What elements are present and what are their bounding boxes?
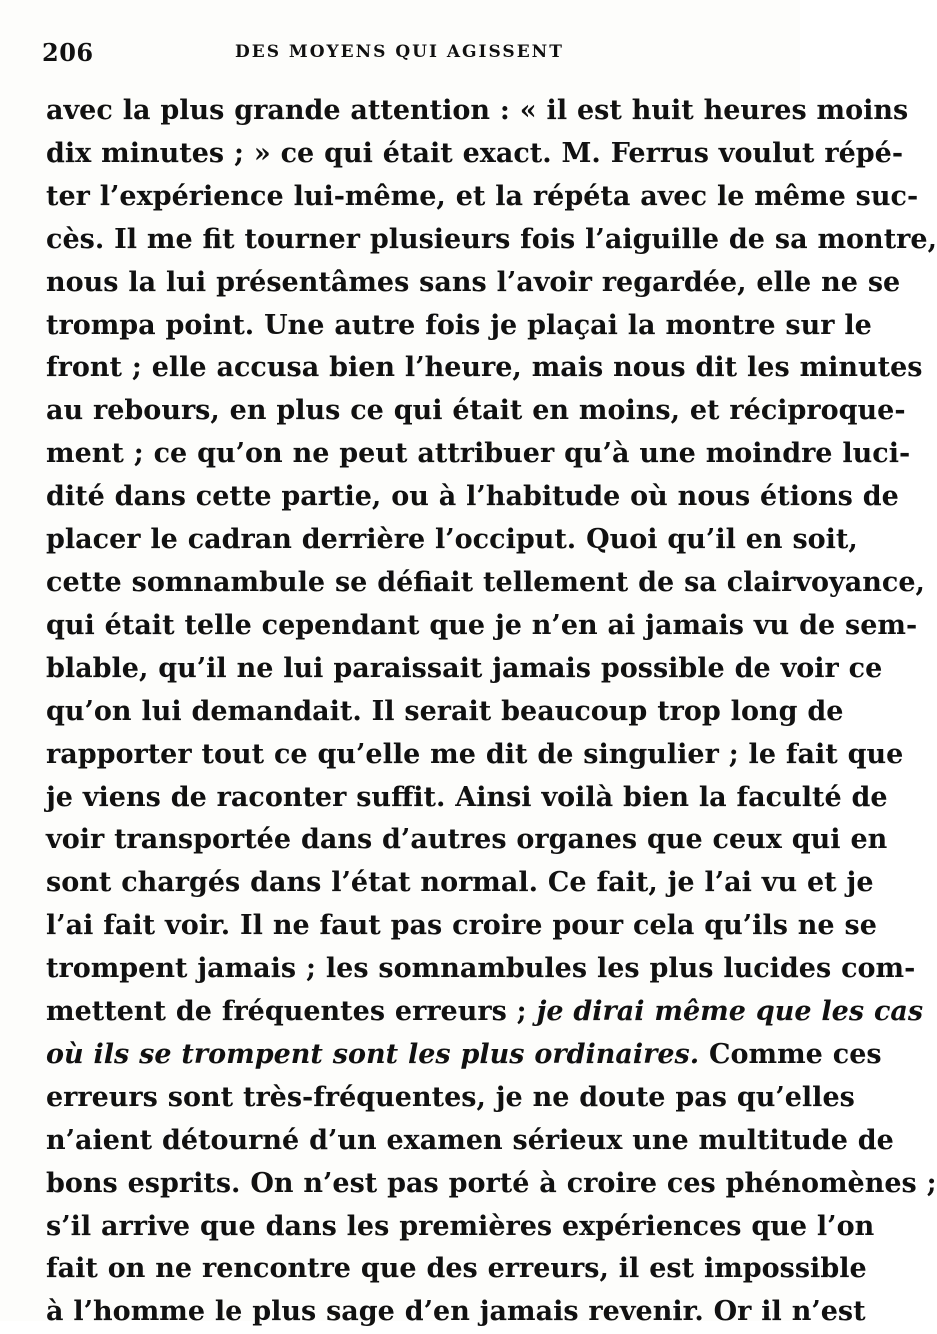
text-line-with-italic [46,991,924,1034]
body-text [46,90,937,1334]
text-line: s’il arrive que dans les premières expériences que l’on [46,1210,875,1242]
text-line: blable, qu’il ne lui paraissait jamais possible de voir ce [46,652,883,684]
page-number: 206 [42,38,94,67]
text-line: trompent jamais ; les somnambules les plus lucides com- [46,953,916,985]
text-line: erreurs sont très-fréquentes, je ne doute pas qu’elles [46,1081,855,1113]
text-line: cès. Il me fit tourner plusieurs fois l’aiguille de sa montre, [46,223,937,255]
text-line: qui était telle cependant que je n’en ai jamais vu de sem- [46,609,918,641]
text-line: avec la plus grande attention : « il est huit heures moins [46,95,909,126]
text-line: nous la lui présentâmes sans l’avoir regardée, elle ne se [46,266,901,298]
text-line: dité dans cette partie, ou à l’habitude où nous étions de [46,481,899,513]
text-line: placer le cadran derrière l’occiput. Quoi qu’il en soit, [46,524,858,556]
text-line: qu’on lui demandait. Il serait beaucoup trop long de [46,695,844,727]
text-line: cette somnambule se défiait tellement de sa clairvoyance, [46,566,925,598]
text-line: à l’homme le plus sage d’en jamais revenir. Or il n’est [46,1296,866,1328]
running-head: DES MOYENS QUI AGISSENT [235,42,564,62]
text-line: n’aient détourné d’un examen sérieux une multitude de [46,1124,894,1156]
text-line: au rebours, en plus ce qui était en moins, et réciproque- [46,395,906,427]
text-line: ter l’expérience lui-même, et la répéta avec le même suc- [46,180,919,212]
text-line: bons esprits. On n’est pas porté à croire ces phénomènes ; [46,1167,937,1199]
page-header [40,32,780,80]
text-line: voir transportée dans d’autres organes que ceux qui en [46,824,888,856]
text-line: rapporter tout ce qu’elle me dit de singulier ; le fait que [46,738,904,770]
text-line: fait on ne rencontre que des erreurs, il est impossible [46,1253,867,1285]
text-segment: Comme ces [709,1038,882,1070]
italic-segment: où ils se trompent sont les plus ordinaires. [46,1038,700,1070]
text-line-with-italic [46,1034,882,1077]
text-line: l’ai fait voir. Il ne faut pas croire pour cela qu’ils ne se [46,910,877,942]
text-line: trompa point. Une autre fois je plaçai la montre sur le [46,309,872,341]
text-line: je viens de raconter suffit. Ainsi voilà bien la faculté de [46,781,888,813]
text-line: sont chargés dans l’état normal. Ce fait, je l’ai vu et je [46,867,874,899]
text-line: ment ; ce qu’on ne peut attribuer qu’à une moindre luci- [46,438,911,470]
text-line: dix minutes ; » ce qui était exact. M. Ferrus voulut répé- [46,137,904,169]
text-line: front ; elle accusa bien l’heure, mais nous dit les minutes [46,352,923,384]
italic-segment: je dirai même que les cas [536,996,924,1028]
text-segment: mettent de fréquentes erreurs ; [46,996,527,1028]
